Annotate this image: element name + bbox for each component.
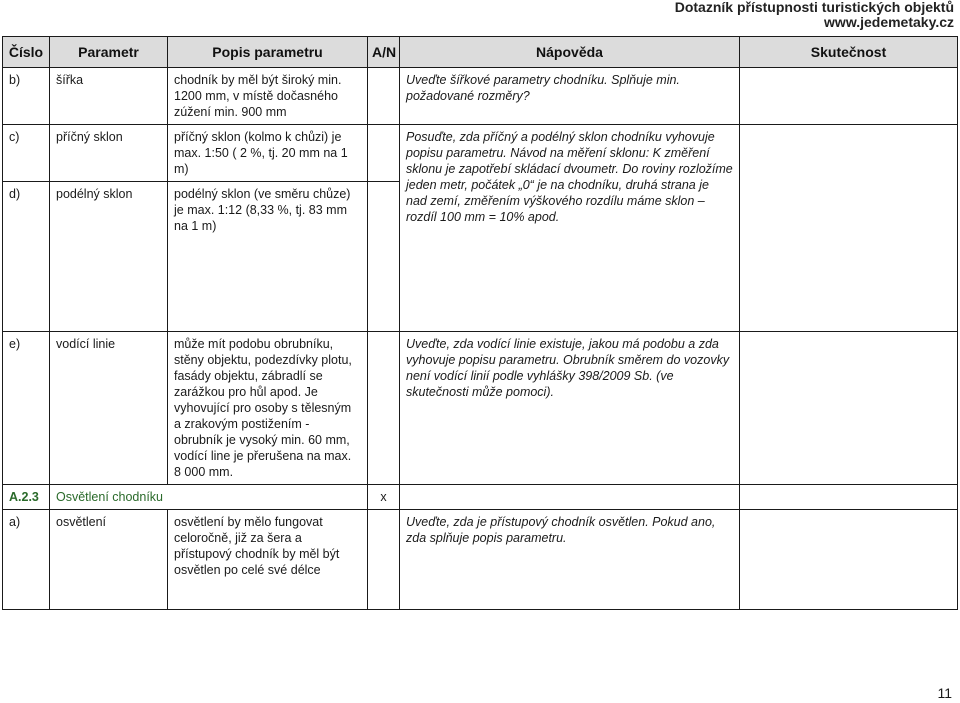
- section-actual-cell[interactable]: [740, 485, 958, 510]
- row-yes-no-cell[interactable]: [368, 332, 400, 485]
- row-help: Uveďte, zda vodící linie existuje, jakou má podobu a zda vyhovuje popisu parametru. Obrubník směrem do vozovky není vodící linií podle vyhlášky 398/2009 Sb. (ve skutečnosti může pomoci).: [400, 332, 740, 485]
- section-yes-no-cell[interactable]: x: [368, 485, 400, 510]
- row-yes-no-cell[interactable]: [368, 125, 400, 182]
- row-number: c): [3, 125, 50, 182]
- row-parameter: vodící linie: [50, 332, 168, 485]
- row-number: e): [3, 332, 50, 485]
- col-header-description: Popis parametru: [168, 37, 368, 68]
- row-parameter: příčný sklon: [50, 125, 168, 182]
- row-number: a): [3, 510, 50, 610]
- row-help: Uveďte šířkové parametry chodníku. Splňuje min. požadované rozměry?: [400, 68, 740, 125]
- row-help: Posuďte, zda příčný a podélný sklon chodníku vyhovuje popisu parametru. Návod na měření sklonu: K změření sklonu je zapotřebí skládací dvoumetr. Do roviny rozložíme jeden metr, počátek „0“ je na chodníku, druhá strana je nad zemí, změřením výškového rozdílu máme sklon – rozdíl 100 mm = 10% apod.: [400, 125, 740, 332]
- row-description: může mít podobu obrubníku, stěny objektu, podezdívky plotu, fasády objektu, zábradlí se zarážkou pro hůl apod. Je vyhovující pro osoby s tělesným a zrakovým postižením - obrubník je vysoký min. 60 mm, vodící line je přerušena na max. 8 000 mm.: [168, 332, 368, 485]
- row-actual-cell[interactable]: [740, 125, 958, 332]
- row-yes-no-cell[interactable]: [368, 510, 400, 610]
- document-title: Dotazník přístupnosti turistických objektů: [674, 0, 954, 15]
- row-number: d): [3, 182, 50, 332]
- row-parameter: podélný sklon: [50, 182, 168, 332]
- table-header-row: [3, 37, 958, 68]
- row-number: b): [3, 68, 50, 125]
- row-parameter: osvětlení: [50, 510, 168, 610]
- col-header-actual: Skutečnost: [740, 37, 958, 68]
- row-actual-cell[interactable]: [740, 510, 958, 610]
- row-description: podélný sklon (ve směru chůze) je max. 1:12 (8,33 %, tj. 83 mm na 1 m): [168, 182, 368, 332]
- section-help-cell: [400, 485, 740, 510]
- section-number: A.2.3: [3, 485, 50, 510]
- col-header-parameter: Parametr: [50, 37, 168, 68]
- row-actual-cell[interactable]: [740, 332, 958, 485]
- table-row: [3, 332, 958, 485]
- row-yes-no-cell[interactable]: [368, 182, 400, 332]
- section-title: Osvětlení chodníku: [50, 485, 368, 510]
- table-row: [3, 68, 958, 125]
- row-description: osvětlení by mělo fungovat celoročně, již za šera a přístupový chodník by měl být osvětlen po celé své délce: [168, 510, 368, 610]
- website-url: www.jedemetaky.cz: [824, 14, 954, 30]
- page-number: 11: [937, 685, 952, 701]
- document-header: [675, 0, 954, 30]
- section-row: [3, 485, 958, 510]
- row-description: příčný sklon (kolmo k chůzi) je max. 1:50 ( 2 %, tj. 20 mm na 1 m): [168, 125, 368, 182]
- row-yes-no-cell[interactable]: [368, 68, 400, 125]
- row-actual-cell[interactable]: [740, 68, 958, 125]
- col-header-help: Nápověda: [400, 37, 740, 68]
- row-help: Uveďte, zda je přístupový chodník osvětlen. Pokud ano, zda splňuje popis parametru.: [400, 510, 740, 610]
- table-row: [3, 125, 958, 182]
- row-description: chodník by měl být široký min. 1200 mm, v místě dočasného zúžení min. 900 mm: [168, 68, 368, 125]
- table-row: [3, 510, 958, 610]
- col-header-number: Číslo: [3, 37, 50, 68]
- col-header-yes-no: A/N: [368, 37, 400, 68]
- row-parameter: šířka: [50, 68, 168, 125]
- questionnaire-table: [2, 36, 958, 610]
